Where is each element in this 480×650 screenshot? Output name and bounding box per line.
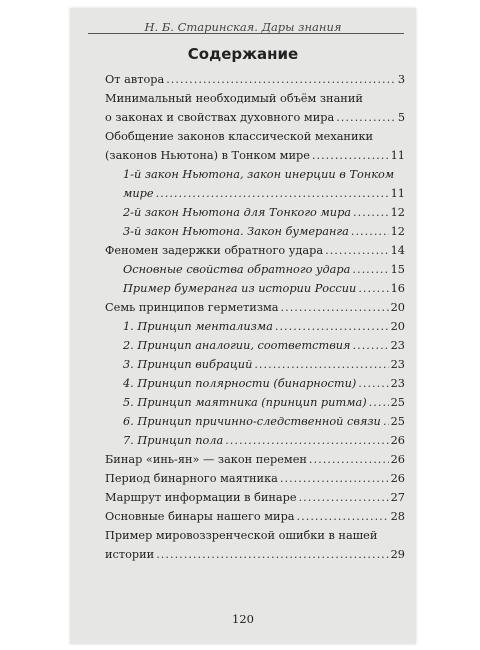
dot-leader	[358, 279, 388, 298]
toc-entry-title: 1. Принцип ментализма	[123, 320, 273, 333]
toc-entry-title: 2. Принцип аналогии, соответствия	[123, 339, 351, 352]
toc-page-number: 28	[390, 510, 405, 523]
dot-leader	[383, 412, 389, 431]
toc-entry-title: Семь принципов герметизма	[105, 301, 279, 314]
toc-page-number: 11	[390, 149, 405, 162]
toc-page-number: 23	[390, 358, 405, 371]
toc-entry	[105, 412, 405, 431]
toc-page-number: 23	[390, 339, 405, 352]
toc-entry-title: Феномен задержки обратного удара	[105, 244, 324, 257]
toc-page-number: 27	[390, 491, 405, 504]
toc-entry-text-line: Пример мировоззренческой ошибки в нашей	[105, 529, 378, 542]
toc-entry-title: Бинар «инь-ян» — закон перемен	[105, 453, 307, 466]
toc-entry-title: 6. Принцип причинно-следственной связи	[123, 415, 381, 428]
dot-leader	[358, 374, 388, 393]
toc-entry	[105, 89, 405, 127]
toc-entry-title: (законов Ньютона) в Тонком мире	[105, 149, 310, 162]
running-head: Н. Б. Старинская. Дары знания	[144, 20, 342, 34]
toc-page-number: 5	[397, 111, 405, 124]
toc-entry	[105, 222, 405, 241]
dot-leader	[353, 336, 389, 355]
toc-page-number: 3	[397, 73, 405, 86]
toc-entry	[105, 298, 405, 317]
toc-entry-title: Маршрут информации в бинаре	[105, 491, 297, 504]
toc-entry	[105, 393, 405, 412]
toc-entry	[105, 507, 405, 526]
toc-page-number: 29	[390, 548, 405, 561]
toc-entry-title: Основные бинары нашего мира	[105, 510, 295, 523]
dot-leader	[297, 507, 389, 526]
toc-entry-title: мире	[123, 187, 154, 200]
toc-entry	[105, 355, 405, 374]
dot-leader	[225, 431, 388, 450]
toc-entry	[105, 317, 405, 336]
toc-entry-text-line: Минимальный необходимый объём знаний	[105, 92, 363, 105]
toc-page-number: 14	[390, 244, 405, 257]
toc-entry	[105, 279, 405, 298]
toc-entry	[105, 374, 405, 393]
toc-entry-text-line: 1-й закон Ньютона, закон инерции в Тонком	[123, 168, 395, 181]
toc-entry-title: 2-й закон Ньютона для Тонкого мира	[123, 206, 352, 219]
toc-entry	[105, 336, 405, 355]
toc-entry	[105, 203, 405, 222]
dot-leader	[156, 545, 388, 564]
dot-leader	[312, 146, 389, 165]
toc-page-number: 26	[390, 453, 405, 466]
toc-entry	[105, 165, 405, 203]
dot-leader	[353, 203, 389, 222]
dot-leader	[280, 469, 389, 488]
toc-page-number: 11	[390, 187, 405, 200]
toc-entry-title: 5. Принцип маятника (принцип ритма)	[123, 396, 367, 409]
dot-leader	[336, 108, 396, 127]
dot-leader	[369, 393, 389, 412]
dot-leader	[309, 450, 389, 469]
toc-page-number: 20	[390, 320, 405, 333]
toc-entry-title: Пример бумеранга из истории России	[123, 282, 357, 295]
toc-entry-title: 3. Принцип вибраций	[123, 358, 253, 371]
toc-entry-title: истории	[105, 548, 155, 561]
toc-page-number: 20	[390, 301, 405, 314]
toc-entry-title: От автора	[105, 73, 165, 86]
toc-entry	[105, 260, 405, 279]
toc-entry	[105, 70, 405, 89]
dot-leader	[281, 298, 389, 317]
toc-entry	[105, 127, 405, 165]
dot-leader	[325, 241, 389, 260]
toc-entry-title: Период бинарного маятника	[105, 472, 278, 485]
toc-entry	[105, 488, 405, 507]
toc-page-number: 15	[390, 263, 405, 276]
dot-leader	[166, 70, 396, 89]
toc-entry-title: 3-й закон Ньютона. Закон бумеранга	[123, 225, 349, 238]
dot-leader	[275, 317, 389, 336]
dot-leader	[352, 260, 388, 279]
toc-entry	[105, 431, 405, 450]
toc-page-number: 23	[390, 377, 405, 390]
dot-leader	[254, 355, 388, 374]
toc-page-number: 12	[390, 225, 405, 238]
toc-entry	[105, 469, 405, 488]
header-rule	[88, 33, 404, 34]
toc-entry-text-line: Обобщение законов классической механики	[105, 130, 374, 143]
toc-page-number: 26	[390, 434, 405, 447]
toc-entry	[105, 241, 405, 260]
dot-leader	[351, 222, 389, 241]
page-title: Содержание	[187, 45, 299, 63]
toc-entry-title: о законах и свойствах духовного мира	[105, 111, 335, 124]
toc-entry	[105, 526, 405, 564]
toc-entry-title: Основные свойства обратного удара	[123, 263, 351, 276]
page-number: 120	[232, 612, 254, 626]
toc-page-number: 25	[390, 396, 405, 409]
table-of-contents	[105, 70, 405, 564]
toc-page-number: 25	[390, 415, 405, 428]
toc-page-number: 16	[390, 282, 405, 295]
dot-leader	[299, 488, 389, 507]
toc-entry-title: 4. Принцип полярности (бинарности)	[123, 377, 357, 390]
toc-page-number: 12	[390, 206, 405, 219]
toc-entry	[105, 450, 405, 469]
toc-entry-title: 7. Принцип пола	[123, 434, 224, 447]
dot-leader	[156, 184, 389, 203]
toc-page-number: 26	[390, 472, 405, 485]
